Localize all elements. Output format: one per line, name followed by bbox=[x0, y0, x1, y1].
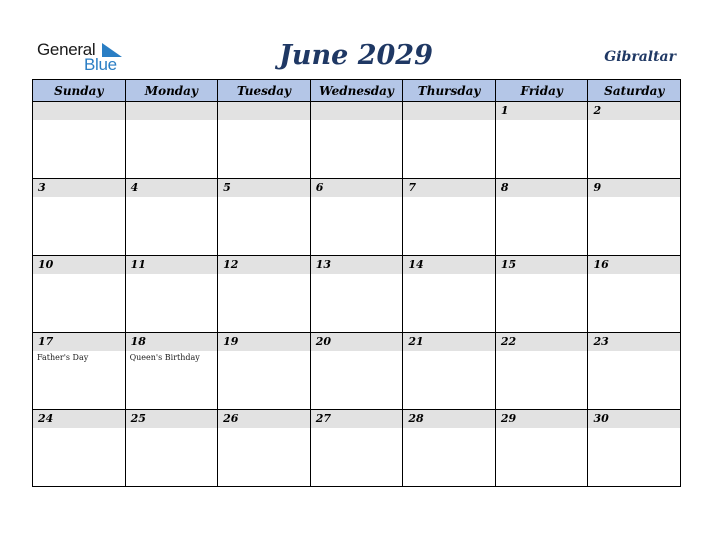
weeks-container bbox=[32, 102, 681, 487]
day-header-bar bbox=[126, 179, 218, 197]
day-cell bbox=[218, 410, 311, 486]
day-number: 12 bbox=[223, 258, 239, 271]
weekday-header: Friday bbox=[496, 80, 589, 101]
day-header-bar bbox=[311, 333, 403, 351]
day-number: 1 bbox=[500, 104, 509, 117]
day-cell bbox=[311, 333, 404, 409]
day-cell bbox=[403, 179, 496, 255]
day-header-bar bbox=[33, 256, 125, 274]
day-header-bar bbox=[311, 410, 403, 428]
day-cell bbox=[126, 410, 219, 486]
day-header-bar bbox=[403, 333, 495, 351]
page-title: June 2029 bbox=[279, 40, 433, 71]
day-header-bar bbox=[126, 410, 218, 428]
day-number: 23 bbox=[593, 335, 609, 348]
day-cell bbox=[588, 179, 680, 255]
day-number: 3 bbox=[38, 181, 46, 194]
day-cell bbox=[126, 333, 219, 409]
day-number: 25 bbox=[130, 412, 146, 425]
holiday-label: Queen's Birthday bbox=[129, 353, 200, 362]
day-number: 26 bbox=[223, 412, 239, 425]
day-header-bar bbox=[33, 410, 125, 428]
day-header-bar bbox=[33, 179, 125, 197]
day-header-bar bbox=[218, 410, 310, 428]
day-header-bar bbox=[311, 179, 403, 197]
day-number: 17 bbox=[38, 335, 54, 348]
day-header-bar bbox=[126, 256, 218, 274]
day-cell bbox=[403, 102, 496, 178]
weekday-header: Saturday bbox=[604, 83, 665, 98]
day-cell bbox=[218, 179, 311, 255]
weekday-header: Wednesday bbox=[311, 80, 404, 101]
day-header-bar bbox=[496, 102, 588, 120]
day-header-bar bbox=[496, 333, 588, 351]
day-number: 7 bbox=[408, 181, 416, 194]
day-number: 9 bbox=[593, 181, 602, 194]
day-number: 4 bbox=[130, 181, 139, 194]
day-header-bar bbox=[33, 333, 125, 351]
day-number: 21 bbox=[408, 335, 424, 348]
day-header-bar bbox=[588, 256, 680, 274]
day-number: 24 bbox=[38, 412, 54, 425]
day-header-bar bbox=[496, 410, 588, 428]
logo-text-blue: Blue bbox=[84, 55, 117, 74]
day-number: 19 bbox=[223, 335, 239, 348]
week-row bbox=[33, 256, 680, 333]
day-cell bbox=[311, 102, 404, 178]
day-header-bar bbox=[126, 102, 218, 120]
weekday-header: Tuesday bbox=[218, 80, 311, 101]
day-number: 10 bbox=[38, 258, 54, 271]
day-number: 20 bbox=[315, 335, 332, 348]
day-number: 2 bbox=[593, 104, 602, 117]
day-cell bbox=[588, 410, 680, 486]
day-header-bar bbox=[403, 102, 495, 120]
day-number: 14 bbox=[408, 258, 424, 271]
day-cell bbox=[588, 256, 680, 332]
day-cell bbox=[403, 410, 496, 486]
day-header-bar bbox=[403, 256, 495, 274]
day-cell bbox=[496, 256, 589, 332]
day-number: 29 bbox=[500, 412, 517, 425]
day-cell bbox=[33, 179, 126, 255]
day-header-bar bbox=[33, 102, 125, 120]
day-number: 13 bbox=[315, 258, 332, 271]
day-cell bbox=[403, 256, 496, 332]
day-header-bar bbox=[588, 102, 680, 120]
day-header-bar bbox=[588, 333, 680, 351]
day-header-bar bbox=[496, 179, 588, 197]
day-header-bar bbox=[588, 179, 680, 197]
day-header-bar bbox=[218, 102, 310, 120]
day-number: 27 bbox=[315, 412, 332, 425]
weekday-header: Thursday bbox=[403, 80, 496, 101]
week-row bbox=[33, 102, 680, 179]
holiday-label: Father's Day bbox=[37, 353, 89, 362]
day-cell bbox=[403, 333, 496, 409]
day-cell bbox=[33, 333, 126, 409]
day-header-bar bbox=[126, 333, 218, 351]
day-header-bar bbox=[403, 410, 495, 428]
day-number: 5 bbox=[223, 181, 231, 194]
day-number: 8 bbox=[500, 181, 509, 194]
day-cell bbox=[311, 256, 404, 332]
day-cell bbox=[126, 179, 219, 255]
day-cell bbox=[496, 410, 589, 486]
day-cell bbox=[126, 102, 219, 178]
day-header-bar bbox=[218, 179, 310, 197]
region-label: Gibraltar bbox=[604, 49, 676, 65]
day-number: 28 bbox=[408, 412, 424, 425]
day-number: 22 bbox=[500, 335, 517, 348]
weekday-header: Sunday bbox=[33, 80, 126, 101]
day-cell bbox=[218, 256, 311, 332]
day-number: 16 bbox=[593, 258, 609, 271]
day-cell bbox=[33, 102, 126, 178]
day-number: 6 bbox=[315, 181, 324, 194]
day-cell bbox=[588, 333, 680, 409]
day-cell bbox=[496, 102, 589, 178]
day-cell bbox=[126, 256, 219, 332]
weekday-header-row bbox=[32, 79, 681, 102]
day-cell bbox=[311, 410, 404, 486]
day-header-bar bbox=[588, 410, 680, 428]
day-header-bar bbox=[218, 256, 310, 274]
day-number: 18 bbox=[130, 335, 146, 348]
week-row bbox=[33, 333, 680, 410]
week-row bbox=[33, 410, 680, 487]
day-header-bar bbox=[311, 102, 403, 120]
day-number: 30 bbox=[593, 412, 609, 425]
day-number: 11 bbox=[130, 258, 146, 271]
day-cell bbox=[218, 333, 311, 409]
day-cell bbox=[496, 179, 589, 255]
day-header-bar bbox=[311, 256, 403, 274]
day-cell bbox=[33, 410, 126, 486]
day-cell bbox=[218, 102, 311, 178]
day-number: 15 bbox=[500, 258, 517, 271]
day-cell bbox=[588, 102, 680, 178]
logo-text-general: General bbox=[37, 40, 96, 59]
week-row bbox=[33, 179, 680, 256]
day-header-bar bbox=[403, 179, 495, 197]
day-header-bar bbox=[218, 333, 310, 351]
calendar-grid bbox=[32, 79, 681, 487]
day-cell bbox=[33, 256, 126, 332]
day-header-bar bbox=[496, 256, 588, 274]
weekday-header: Monday bbox=[126, 80, 219, 101]
day-cell bbox=[311, 179, 404, 255]
day-cell bbox=[496, 333, 589, 409]
